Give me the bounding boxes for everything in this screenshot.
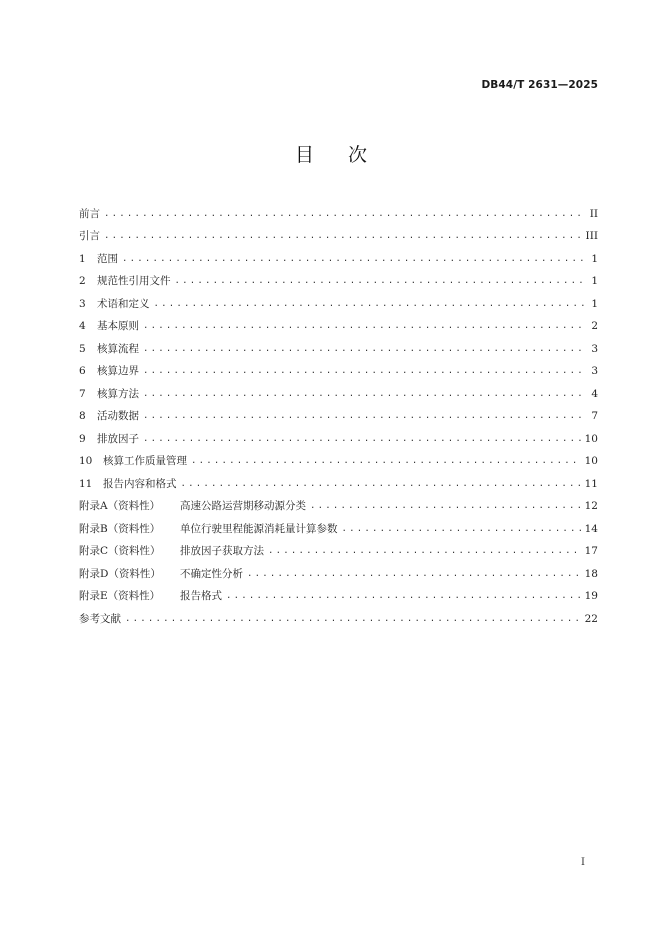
toc-entry-page: 17: [584, 545, 598, 557]
toc-entry-label: 不确定性分析: [180, 567, 243, 580]
toc-entry-label: 参考文献: [79, 612, 121, 625]
toc-entry-appendix-a[interactable]: [79, 491, 598, 514]
toc-entry-9[interactable]: [79, 423, 598, 446]
toc-entry-label: 核算工作质量管理: [103, 455, 187, 467]
toc-dot-leader: [181, 477, 581, 491]
toc-entry-label: 基本原则: [97, 320, 139, 332]
toc-dot-leader: [226, 589, 581, 603]
toc-entry-5[interactable]: [79, 333, 598, 356]
toc-entry-number: 附录D（资料性）: [79, 567, 161, 580]
toc-entry-number: 1: [79, 252, 86, 265]
toc-entry-page: 22: [584, 612, 598, 625]
toc-entry-10[interactable]: [79, 446, 598, 469]
toc-dot-leader: [104, 207, 586, 221]
toc-entry-2[interactable]: [79, 266, 598, 289]
toc-entry-7[interactable]: [79, 378, 598, 401]
page-number: I: [581, 857, 585, 868]
toc-entry-3[interactable]: [79, 288, 598, 311]
toc-entry-number: 3: [79, 297, 86, 310]
toc-entry-label: 高速公路运营期移动源分类: [180, 500, 306, 512]
toc-entry-1[interactable]: [79, 243, 598, 266]
toc-dot-leader: [104, 229, 582, 243]
toc-dot-leader: [191, 454, 581, 468]
toc-entry-page: 1: [591, 297, 598, 310]
toc-dot-leader: [247, 567, 581, 581]
toc-entry-number: 附录E（资料性）: [79, 590, 161, 602]
toc-entry-label: 活动数据: [97, 410, 139, 422]
toc-entry-page: 1: [591, 275, 598, 287]
toc-entry-label: 前言: [79, 207, 100, 220]
toc-entry-page: 12: [584, 500, 598, 512]
toc-dot-leader: [154, 297, 588, 311]
toc-entry-number: 5: [79, 342, 86, 355]
toc-dot-leader: [143, 319, 587, 333]
toc-entry-number: 附录B（资料性）: [79, 522, 161, 535]
toc-entry-page: 4: [591, 387, 598, 400]
toc-entry-number: 附录A（资料性）: [79, 500, 161, 512]
toc-entry-appendix-d[interactable]: [79, 558, 598, 581]
toc-entry-label: 范围: [97, 252, 118, 265]
toc-dot-leader: [143, 409, 587, 423]
toc-entry-number: 6: [79, 365, 86, 377]
toc-entry-foreword[interactable]: [79, 198, 598, 221]
toc-entry-page: III: [585, 230, 598, 242]
toc-dot-leader: [125, 612, 581, 626]
toc-entry-page: 10: [584, 432, 598, 445]
toc-dot-leader: [143, 387, 587, 401]
toc-entry-label: 排放因子获取方法: [180, 545, 264, 557]
toc-dot-leader: [122, 252, 587, 266]
toc-entry-label: 核算边界: [97, 365, 139, 377]
toc-dot-leader: [143, 364, 587, 378]
toc-entry-appendix-c[interactable]: [79, 536, 598, 559]
title-char-1: 目: [294, 144, 314, 166]
toc-entry-label: 核算方法: [97, 387, 139, 400]
table-of-contents: [79, 198, 598, 626]
toc-dot-leader: [143, 432, 581, 446]
toc-entry-8[interactable]: [79, 401, 598, 424]
toc-dot-leader: [342, 522, 581, 536]
toc-entry-page: 14: [584, 522, 598, 535]
toc-entry-number: 2: [79, 275, 86, 287]
toc-entry-page: 10: [584, 455, 598, 467]
toc-entry-appendix-e[interactable]: [79, 581, 598, 604]
toc-entry-references[interactable]: [79, 603, 598, 626]
document-code: DB44/T 2631—2025: [481, 79, 598, 91]
toc-dot-leader: [175, 274, 588, 288]
toc-entry-label: 排放因子: [97, 432, 139, 445]
toc-entry-number: 4: [79, 320, 86, 332]
toc-entry-introduction[interactable]: [79, 221, 598, 244]
toc-entry-label: 术语和定义: [97, 297, 150, 310]
toc-entry-6[interactable]: [79, 356, 598, 379]
toc-entry-label: 引言: [79, 230, 100, 242]
toc-entry-label: 规范性引用文件: [97, 275, 171, 287]
toc-dot-leader: [310, 499, 581, 513]
toc-entry-11[interactable]: [79, 468, 598, 491]
toc-entry-appendix-b[interactable]: [79, 513, 598, 536]
toc-entry-label: 单位行驶里程能源消耗量计算参数: [180, 522, 338, 535]
toc-entry-page: 3: [591, 365, 598, 377]
toc-entry-label: 报告内容和格式: [103, 477, 177, 490]
toc-entry-number: 9: [79, 432, 86, 445]
toc-entry-number: 7: [79, 387, 86, 400]
toc-entry-label: 报告格式: [180, 590, 222, 602]
toc-entry-number: 8: [79, 410, 86, 422]
toc-entry-page: 1: [591, 252, 598, 265]
toc-entry-page: II: [589, 207, 598, 220]
toc-entry-page: 3: [591, 342, 598, 355]
toc-entry-number: 11: [79, 477, 93, 490]
toc-dot-leader: [143, 342, 587, 356]
toc-entry-page: 19: [584, 590, 598, 602]
title-char-2: 次: [348, 144, 368, 166]
toc-dot-leader: [268, 544, 581, 558]
toc-entry-page: 7: [591, 410, 598, 422]
toc-entry-page: 2: [591, 320, 598, 332]
toc-entry-4[interactable]: [79, 311, 598, 334]
toc-entry-page: 11: [584, 477, 598, 490]
page-title: [0, 140, 662, 167]
toc-entry-label: 核算流程: [97, 342, 139, 355]
toc-entry-page: 18: [584, 567, 598, 580]
toc-entry-number: 附录C（资料性）: [79, 545, 161, 557]
toc-entry-number: 10: [79, 455, 93, 467]
